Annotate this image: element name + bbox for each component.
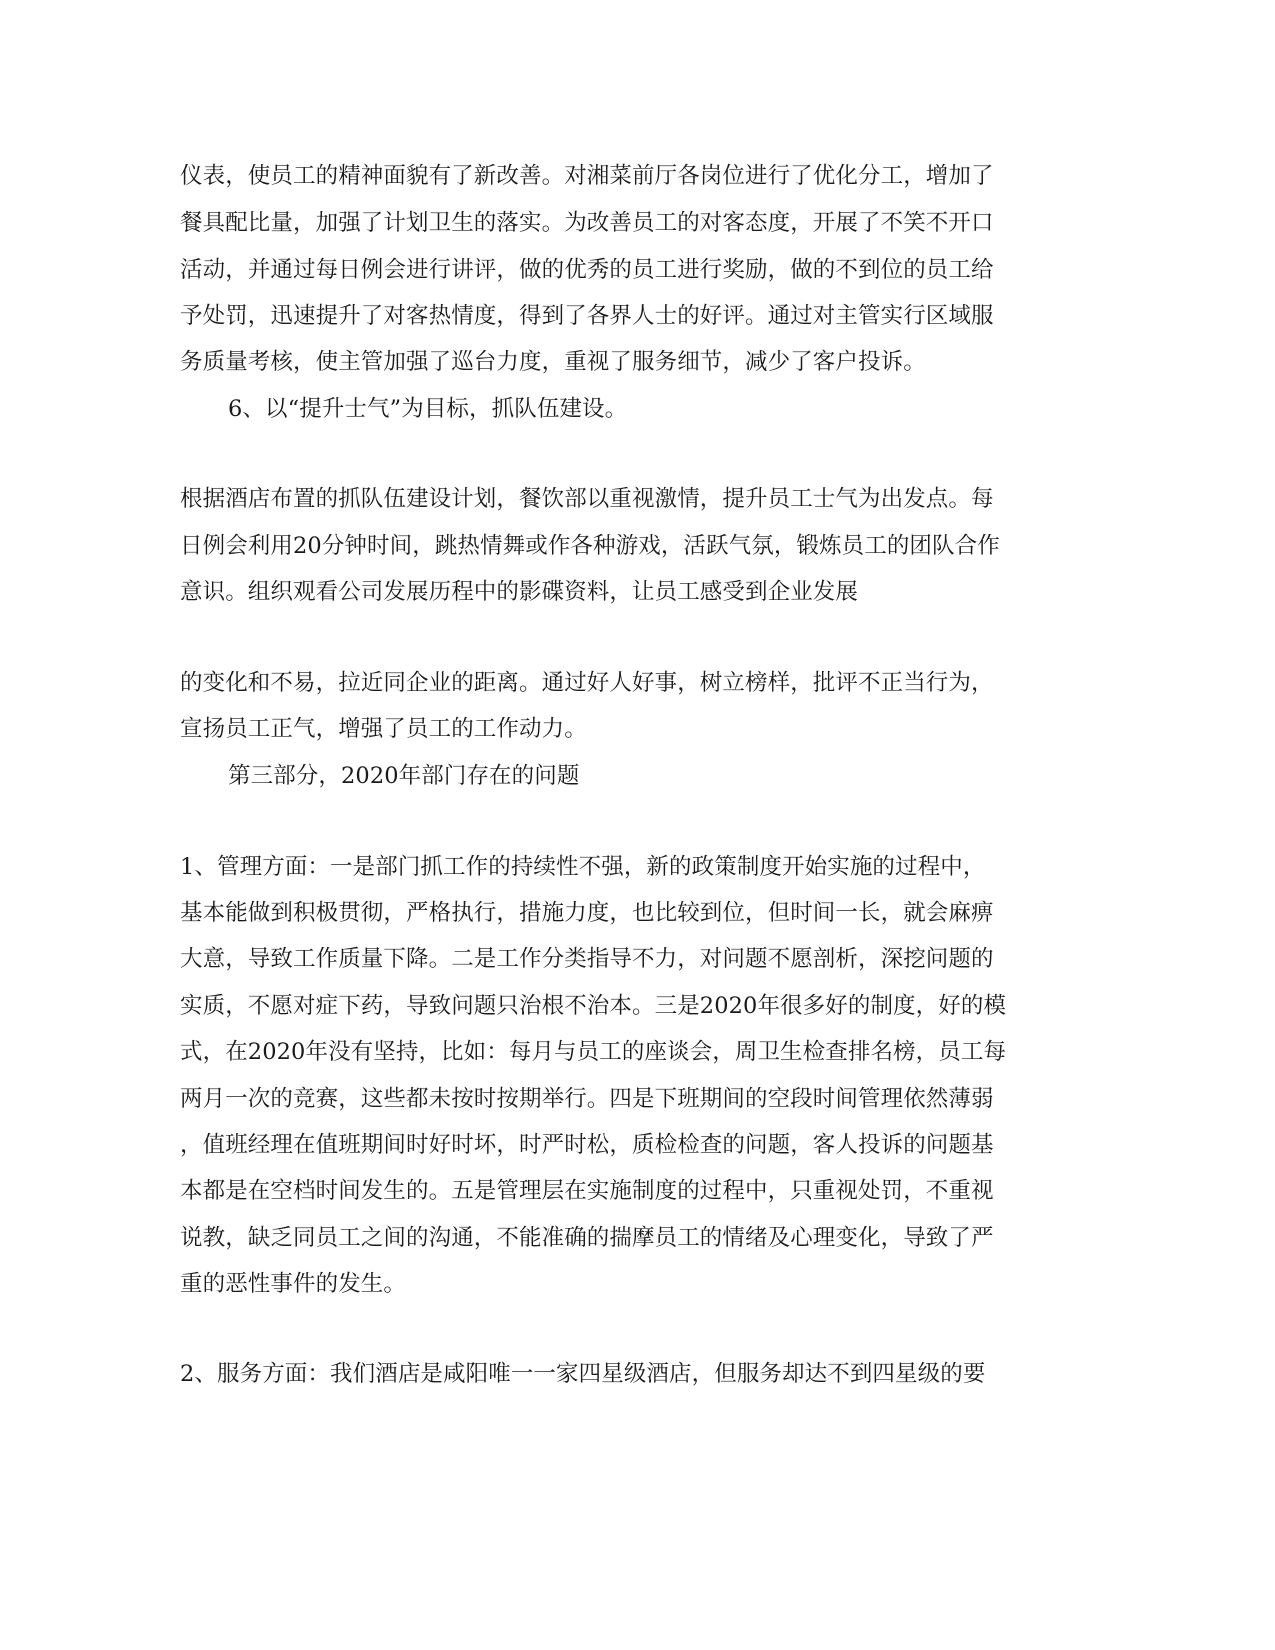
text-line: 重的恶性事件的发生。 bbox=[180, 1271, 407, 1297]
text-line: 基本能做到积极贯彻，严格执行，措施力度，也比较到位，但时间一长，就会麻痹 bbox=[180, 900, 994, 926]
text-line: 意识。组织观看公司发展历程中的影碟资料，让员工感受到企业发展 bbox=[180, 579, 859, 605]
section-heading: 6、以“提升士气”为目标，抓队伍建设。 bbox=[228, 396, 628, 422]
text-line: 务质量考核，使主管加强了巡台力度，重视了服务细节，减少了客户投诉。 bbox=[180, 349, 926, 375]
text-line: 日例会利用20分钟时间，跳热情舞或作各种游戏，活跃气氛，锻炼员工的团队合作 bbox=[180, 533, 1000, 559]
text-line: 说教，缺乏同员工之间的沟通，不能准确的揣摩员工的情绪及心理变化，导致了严 bbox=[180, 1225, 994, 1251]
text-line: 宣扬员工正气，增强了员工的工作动力。 bbox=[180, 716, 587, 742]
text-line: ，值班经理在值班期间时好时坏，时严时松，质检检查的问题，客人投诉的问题基 bbox=[180, 1132, 994, 1158]
text-line: 实质，不愿对症下药，导致问题只治根不治本。三是2020年很多好的制度，好的模 bbox=[180, 993, 1007, 1019]
text-line: 仪表，使员工的精神面貌有了新改善。对湘菜前厅各岗位进行了优化分工，增加了 bbox=[180, 163, 994, 189]
text-line: 大意，导致工作质量下降。二是工作分类指导不力，对问题不愿剖析，深挖问题的 bbox=[180, 946, 994, 972]
text-line: 式，在2020年没有坚持，比如：每月与员工的座谈会，周卫生检查排名榜，员工每 bbox=[180, 1039, 1007, 1065]
part-heading: 第三部分，2020年部门存在的问题 bbox=[228, 763, 580, 789]
text-line: 2、服务方面：我们酒店是咸阳唯一一家四星级酒店，但服务却达不到四星级的要 bbox=[180, 1361, 986, 1387]
text-line: 予处罚，迅速提升了对客热情度，得到了各界人士的好评。通过对主管实行区域服 bbox=[180, 303, 994, 329]
text-line: 活动，并通过每日例会进行讲评，做的优秀的员工进行奖励，做的不到位的员工给 bbox=[180, 257, 994, 283]
text-line: 的变化和不易，拉近同企业的距离。通过好人好事，树立榜样，批评不正当行为， bbox=[180, 670, 994, 696]
text-line: 根据酒店布置的抓队伍建设计划，餐饮部以重视激情，提升员工士气为出发点。每 bbox=[180, 486, 994, 512]
text-line: 本都是在空档时间发生的。五是管理层在实施制度的过程中，只重视处罚，不重视 bbox=[180, 1178, 994, 1204]
text-line: 1、管理方面：一是部门抓工作的持续性不强，新的政策制度开始实施的过程中， bbox=[180, 854, 986, 880]
text-line: 餐具配比量，加强了计划卫生的落实。为改善员工的对客态度，开展了不笑不开口 bbox=[180, 210, 994, 236]
text-line: 两月一次的竞赛，这些都未按时按期举行。四是下班期间的空段时间管理依然薄弱 bbox=[180, 1086, 994, 1112]
